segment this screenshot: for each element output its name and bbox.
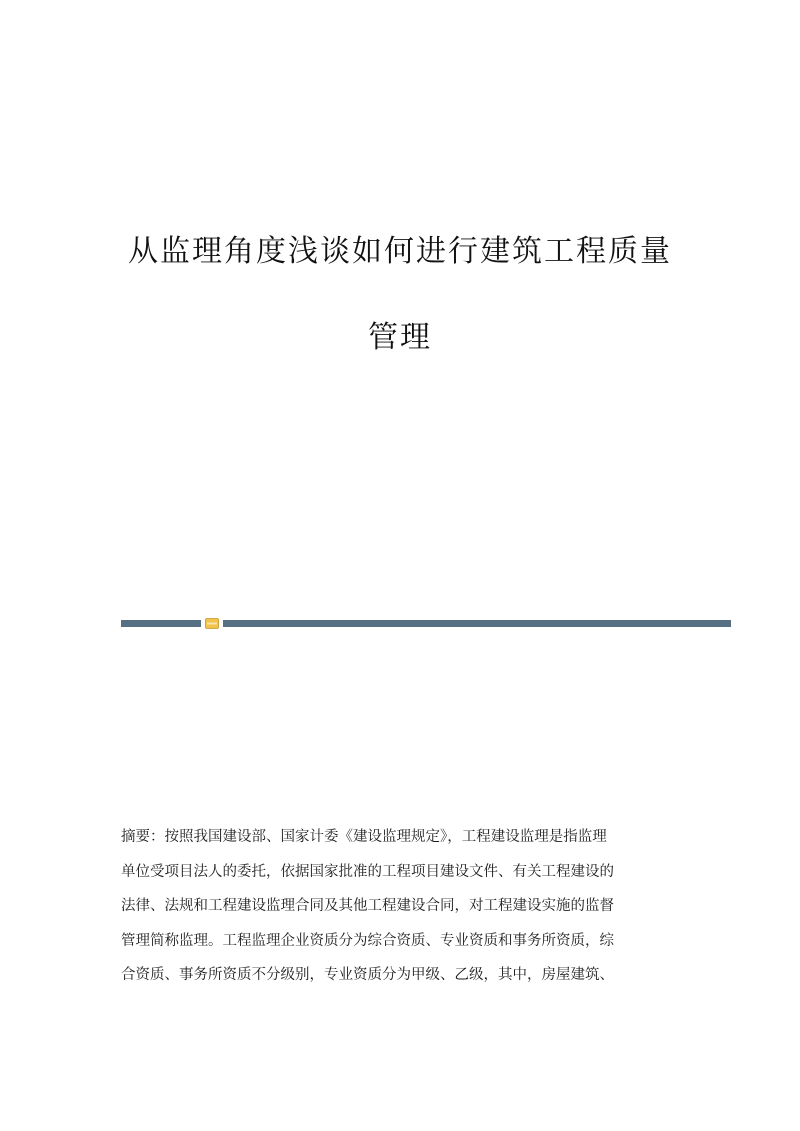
small-gold-square-icon <box>205 618 219 629</box>
abstract-line: 单位受项目法人的委托，依据国家批准的工程项目建设文件、有关工程建设的 <box>121 863 614 880</box>
emblem-band <box>207 623 217 625</box>
abstract-line: 摘要：按照我国建设部、国家计委《建设监理规定》，工程建设监理是指监理 <box>121 829 607 845</box>
document-title-line-2: 管理 <box>368 320 432 355</box>
divider-bar-right <box>223 620 731 627</box>
abstract-paragraph <box>121 820 681 993</box>
divider-bar-left <box>121 620 201 627</box>
abstract-line: 合资质、事务所资质不分级别，专业资质分为甲级、乙级，其中，房屋建筑、 <box>121 967 614 983</box>
abstract-line: 管理简称监理。工程监理企业资质分为综合资质、专业资质和事务所资质，综 <box>121 932 614 949</box>
document-title-line-1: 从监理角度浅谈如何进行建筑工程质量 <box>128 234 672 269</box>
abstract-line: 法律、法规和工程建设监理合同及其他工程建设合同，对工程建设实施的监督 <box>121 898 614 914</box>
section-divider <box>121 618 731 628</box>
